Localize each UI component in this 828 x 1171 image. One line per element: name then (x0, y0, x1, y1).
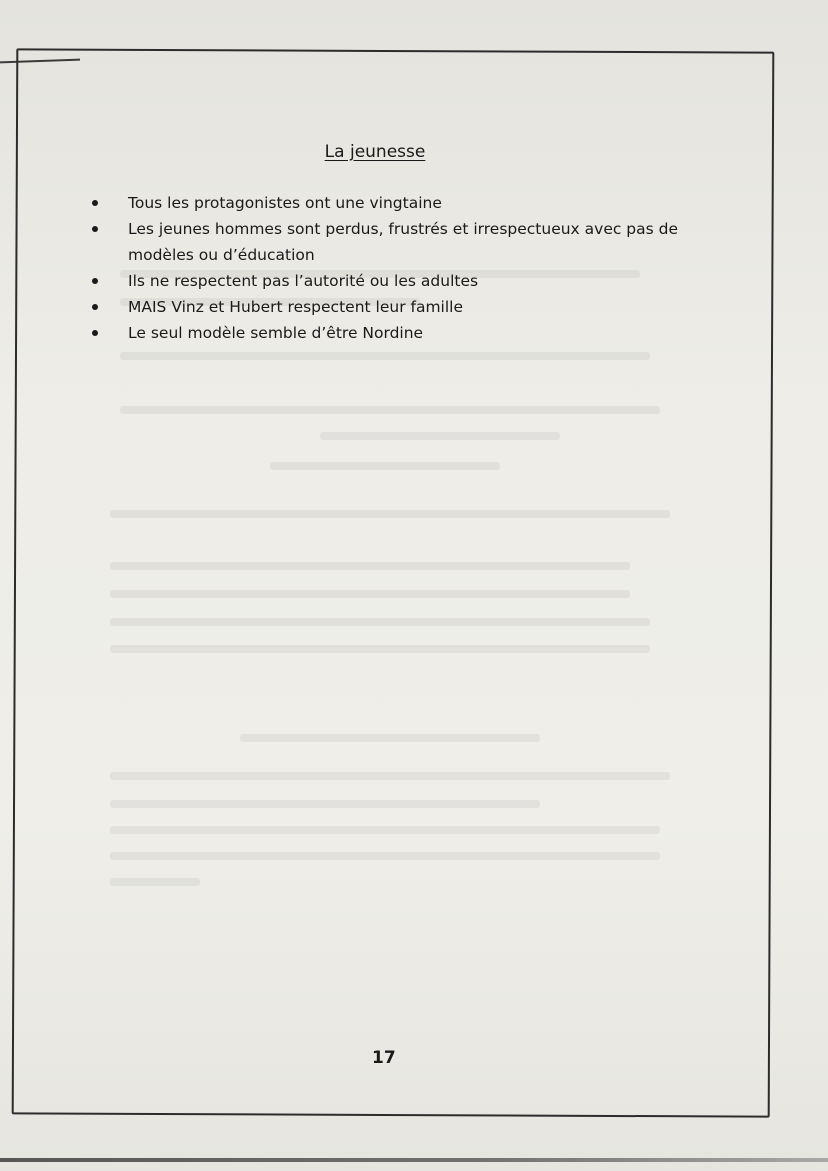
show-through-text (110, 618, 650, 626)
show-through-text (110, 510, 670, 518)
bullet-text: Les jeunes hommes sont perdus, frustrés et irrespectueux avec pas de modèles ou d’éducation (128, 220, 679, 264)
bullet-icon (92, 226, 98, 232)
page-edge-shadow (0, 1158, 828, 1162)
show-through-text (270, 462, 500, 470)
show-through-text (110, 800, 540, 808)
bullet-item (92, 268, 682, 294)
bullet-item (92, 294, 682, 320)
show-through-text (110, 562, 630, 570)
bullet-text: MAIS Vinz et Hubert respectent leur famille (128, 298, 463, 316)
show-through-text (110, 878, 200, 886)
show-through-text (320, 432, 560, 440)
section-title: La jeunesse (324, 142, 426, 162)
bullet-icon (92, 304, 98, 310)
bullet-text: Tous les protagonistes ont une vingtaine (128, 194, 442, 212)
show-through-text (120, 406, 660, 414)
show-through-text (110, 852, 660, 860)
bullet-item (92, 190, 682, 216)
bullet-text: Le seul modèle semble d’être Nordine (128, 324, 424, 342)
show-through-text (110, 645, 650, 653)
show-through-text (110, 590, 630, 598)
show-through-text (110, 772, 670, 780)
bullet-item (92, 320, 682, 346)
show-through-text (110, 826, 660, 834)
bullet-item (92, 216, 682, 268)
bullet-icon (92, 330, 98, 336)
show-through-text (120, 352, 650, 360)
bullet-icon (92, 200, 98, 206)
page-number: 17 (372, 1048, 396, 1068)
bullet-list (92, 190, 682, 346)
bullet-icon (92, 278, 98, 284)
show-through-text (240, 734, 540, 742)
bullet-text: Ils ne respectent pas l’autorité ou les adultes (128, 272, 479, 290)
